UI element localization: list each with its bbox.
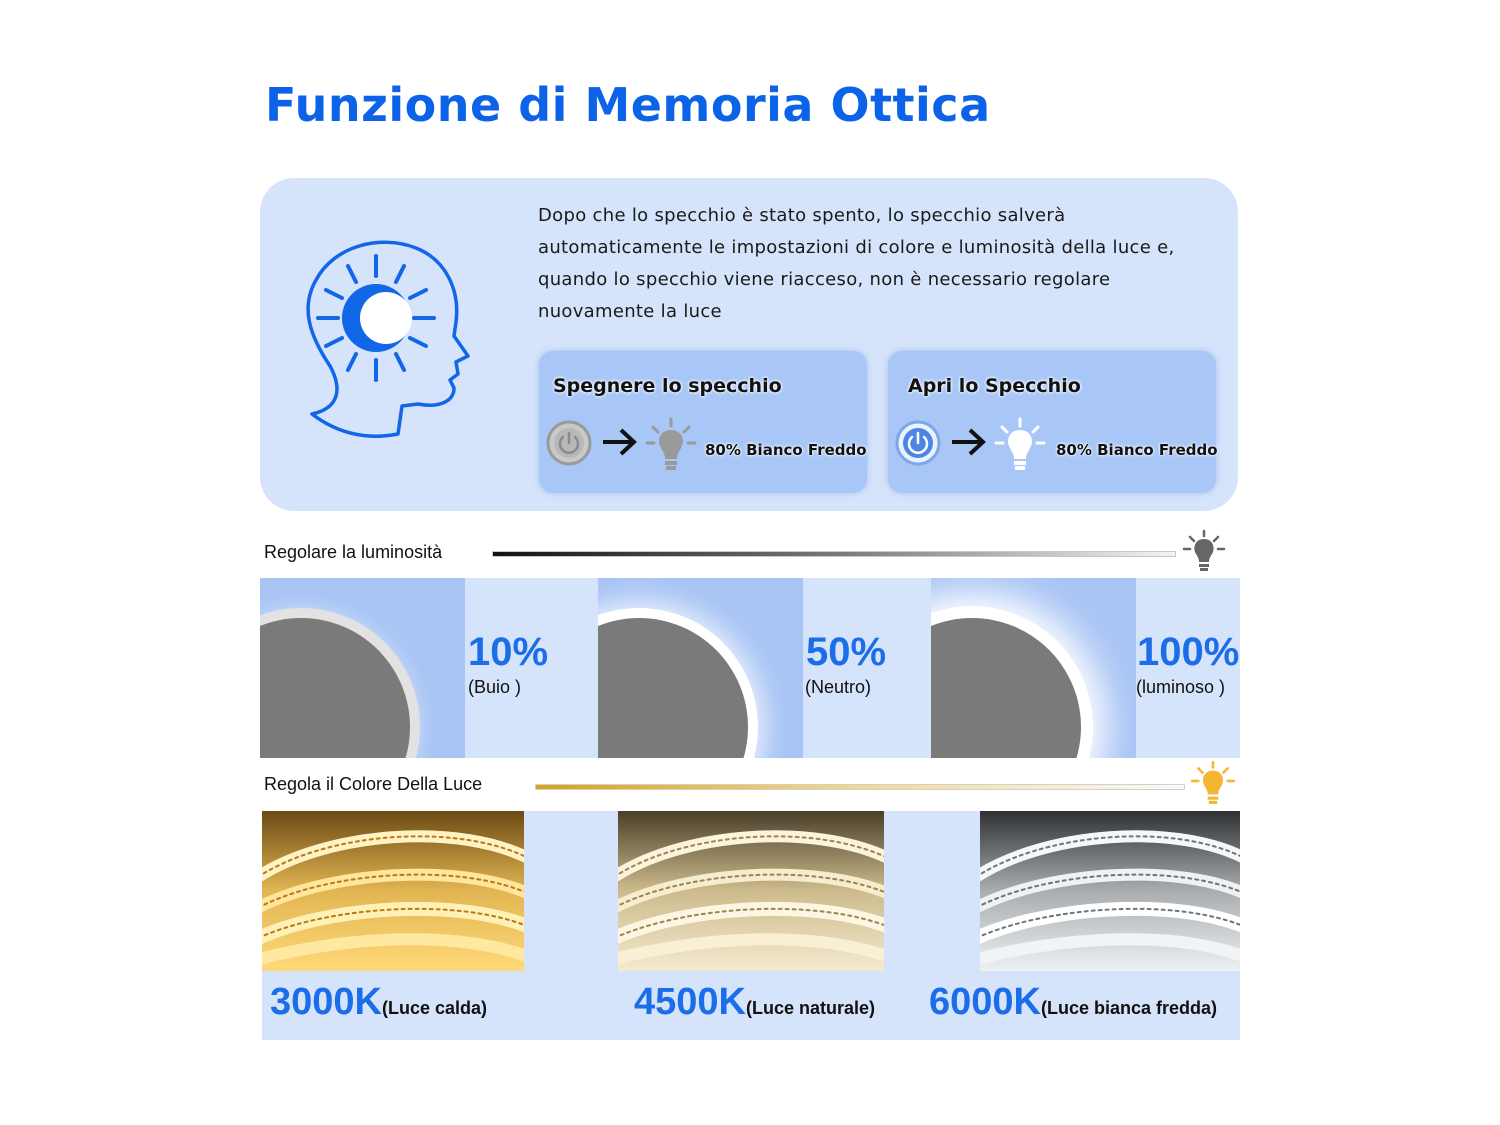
- bulb-white-icon: [994, 417, 1046, 473]
- brightness-tile-100: [931, 578, 1136, 758]
- bulb-gray-icon: [1182, 529, 1226, 573]
- led-strip-cool-image: [980, 811, 1240, 971]
- memory-panel: [260, 178, 1238, 511]
- mirror-on-title: Apri lo Specchio: [908, 375, 1081, 397]
- power-icon: [894, 419, 942, 467]
- color-temperatures: [262, 811, 1240, 1040]
- temp-label: (Luce calda): [381, 998, 488, 1018]
- temp-6000: [929, 981, 1217, 1024]
- temp-4500: [634, 981, 875, 1024]
- temp-value: 3000K: [270, 981, 382, 1023]
- mirror-on-label: 80% Bianco Freddo: [1056, 441, 1218, 459]
- arrow-right-icon: [601, 427, 639, 457]
- brightness-levels: [260, 578, 1240, 758]
- temp-value: 4500K: [634, 981, 746, 1023]
- brightness-label: (Neutro): [805, 677, 872, 697]
- mirror-off-card: [539, 351, 867, 493]
- mirror-off-title: Spegnere lo specchio: [553, 375, 782, 397]
- brightness-label: (Buio ): [468, 677, 522, 697]
- brightness-value: 10%: [468, 630, 549, 674]
- head-brain-sun-icon: [300, 238, 475, 443]
- page-title: Funzione di Memoria Ottica: [265, 78, 991, 132]
- mirror-off-label: 80% Bianco Freddo: [705, 441, 867, 459]
- brightness-tile-50: [598, 578, 803, 758]
- brightness-gradient-bar: [492, 551, 1176, 557]
- bulb-gray-icon: [645, 417, 697, 473]
- brightness-label: (luminoso ): [1136, 677, 1226, 697]
- led-strip-natural-image: [618, 811, 884, 971]
- temp-3000: [270, 981, 487, 1024]
- temp-label: (Luce naturale): [745, 998, 876, 1018]
- brightness-tile-10: [260, 578, 465, 758]
- color-heading: Regola il Colore Della Luce: [264, 774, 483, 794]
- brightness-value: 50%: [806, 630, 887, 674]
- temp-label: (Luce bianca fredda): [1040, 998, 1218, 1018]
- led-strip-warm-image: [262, 811, 524, 971]
- mirror-on-card: [888, 351, 1216, 493]
- brightness-value: 100%: [1137, 630, 1240, 674]
- power-icon: [545, 419, 593, 467]
- arrow-right-icon: [950, 427, 988, 457]
- color-gradient-bar: [535, 784, 1185, 790]
- temp-value: 6000K: [929, 981, 1041, 1023]
- bulb-yellow-icon: [1190, 760, 1236, 806]
- brightness-heading: Regolare la luminosità: [264, 542, 443, 562]
- memory-description: Dopo che lo specchio è stato spento, lo specchio salverà automaticamente le impostazioni di colore e luminosità della luce e, quando lo specchio viene riacceso, non è necessario regolare nuovamente la luce: [538, 205, 1175, 322]
